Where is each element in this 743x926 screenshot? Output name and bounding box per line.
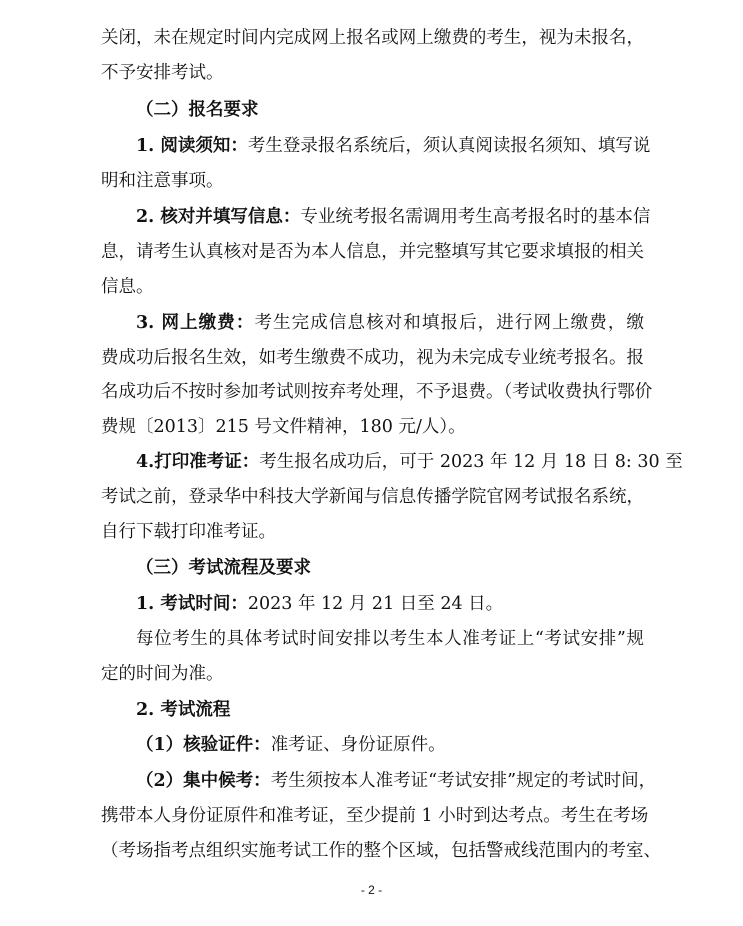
text-line: 3. 网上缴费：考生完成信息核对和填报后，进行网上缴费，缴 [136,313,644,333]
text-line: 自行下载打印准考证。 [101,522,276,542]
text-line: （2）集中候考：考生须按本人准考证“考试安排”规定的考试时间， [136,771,657,791]
text-line: 费规〔2013〕215 号文件精神，180 元/人）。 [101,417,466,437]
text-line: （考场指考点组织实施考试工作的整个区域，包括警戒线范围内的考室、 [101,841,661,861]
text-line: 定的时间为准。 [101,664,224,684]
page-number: - 2 - [360,883,383,897]
text-line: 携带本人身份证原件和准考证，至少提前 1 小时到达考点。考生在考场 [101,806,649,826]
text-line: 4.打印准考证：考生报名成功后，可于 2023 年 12 月 18 日 8: 30 至 [136,452,683,472]
text-line: 考试之前，登录华中科技大学新闻与信息传播学院官网考试报名系统， [101,487,644,507]
text-line: 关闭，未在规定时间内完成网上报名或网上缴费的考生，视为未报名， [101,28,644,48]
text-line: 信息。 [101,277,154,297]
text-line: 1. 考试时间：2023 年 12 月 21 日至 24 日。 [136,594,504,614]
section-heading: （三）考试流程及要求 [136,558,311,578]
section-heading: （二）报名要求 [136,100,259,120]
subsection-heading: 2. 考试流程 [136,700,231,720]
text-line: 费成功后报名生效，如考生缴费不成功，视为未完成专业统考报名。报 [101,348,644,368]
text-line: 息，请考生认真核对是否为本人信息，并完整填写其它要求填报的相关 [101,242,644,262]
text-line: 名成功后不按时参加考试则按弃考处理，不予退费。（考试收费执行鄂价 [101,382,653,402]
text-line: 1. 阅读须知：考生登录报名系统后，须认真阅读报名须知、填写说 [136,136,651,156]
text-line: （1）核验证件：准考证、身份证原件。 [136,735,446,755]
text-line: 明和注意事项。 [101,171,224,191]
text-line: 2. 核对并填写信息：专业统考报名需调用考生高考报名时的基本信 [136,207,651,227]
text-line: 不予安排考试。 [101,63,224,83]
text-line: 每位考生的具体考试时间安排以考生本人准考证上“考试安排”规 [136,629,644,649]
